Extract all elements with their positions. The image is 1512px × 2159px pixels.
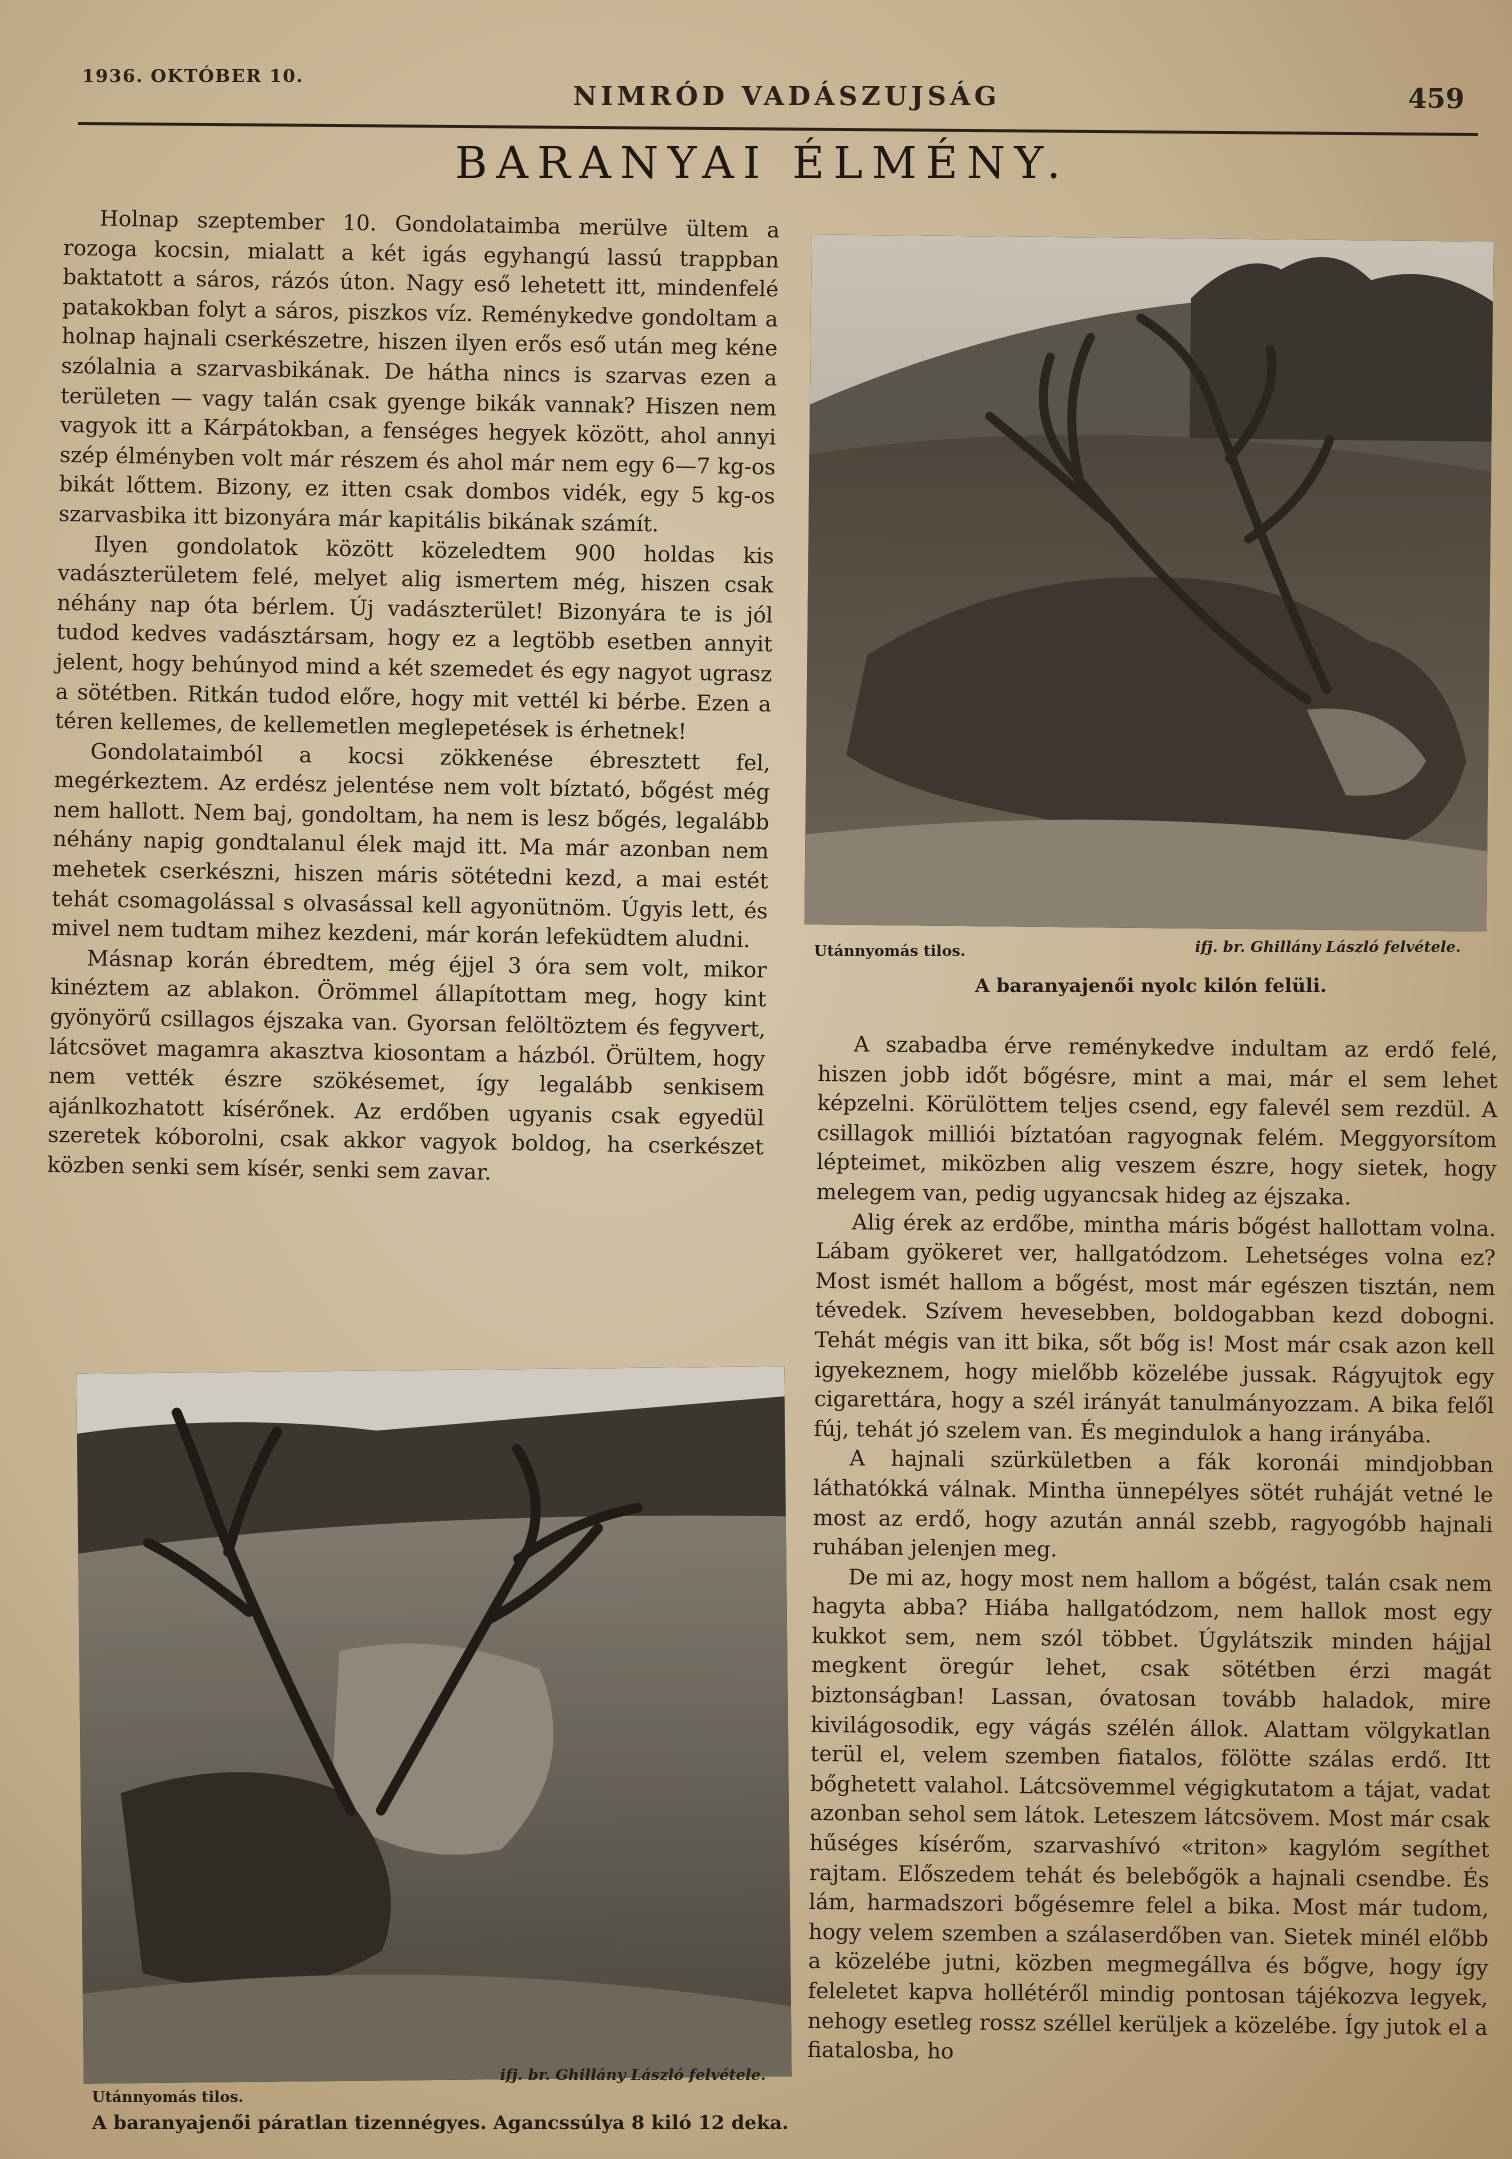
paragraph: A hajnali szürkületben a fák koronái mindjobban láthatókká válnak. Mintha ünnepélyes sötét ruháját vetné le most az erdő, hogy azután annál szebb, ragyogóbb hajnali ruhában jelenjen meg. bbox=[812, 1446, 1494, 1563]
magazine-title: NIMRÓD VADÁSZUJSÁG bbox=[573, 82, 1001, 112]
page-header bbox=[78, 62, 1478, 132]
photo-caption: A baranyajenői nyolc kilón felüli. bbox=[975, 975, 1327, 997]
paragraph: De mi az, hogy most nem hallom a bőgést, talán csak nem hagyta abba? Hiába hallgatódzom, nem hallok most egy kukkot sem, nem szól többet. Úgylátszik minden hájjal megkent öregúr lehet, csak sötétben érzi magát biztonságban! Lassan, óvatosan tovább haladok, mire kivilágosodik, egy vágás szélén állok. Alattam völgykatlan terül el, velem szemben fiatalos, fölötte szálas erdő. Itt bőghetett valahol. Látcsövemmel végigkutatom a tájat, vadat azonban sehol sem látok. Leteszem látcsövem. Most már csak hűséges kísérőm, szarvashívó «triton» kagylóm segíthet rajtam. Előszedem tehát és belebőgök a hajnali csendbe. És lám, harmadszori bőgésemre felel a bika. Most már tudom, hogy velem szemben a szálaserdőben van. Sietek minél előbb a közelébe jutni, közben megmegállva és bőgve, hogy így feleletet kapva hollétéről mindig pontosan tájékozva legyek, nehogy esetleg rossz széllel kerüljek a közelébe. Így jutok el a fiatalosba, ho bbox=[807, 1565, 1493, 2065]
paragraph: Alig érek az erdőbe, mintha máris bőgést hallottam volna. Lábam gyökeret ver, hallgatódzom. Lehetséges volna ez? Most ismét hallom a bőgést, most már egészen tisztán, nem tévedek. Szívem hevesebben, boldogabban kezd dobogni. Tehát mégis van itt bika, sőt bőg is! Most már csak azon kell igyekeznem, hogy mielőbb közelébe jussak. Rágyujtok egy cigarettára, hogy a szél irányát tanulmányozzam. A bika felől fúj, tehát jó szelem van. És megindulok a hang irányába. bbox=[813, 1209, 1497, 1449]
right-column bbox=[807, 1030, 1498, 2073]
photo-credit-author: ifj. br. Ghillány László felvétele. bbox=[1195, 938, 1461, 956]
photo-credit-author: ifj. br. Ghillány László felvétele. bbox=[500, 2066, 766, 2084]
paragraph: Holnap szeptember 10. Gondolataimba merülve ültem a rozoga kocsin, mialatt a két igás egyhangú lassú trappban baktatott a sáros, rázós úton. Nagy eső lehetett itt, mindenfelé patakokban folyt a sáros, piszkos víz. Reménykedve gondoltam a holnap hajnali cserkészetre, hiszen ilyen erős eső után meg kéne szólalnia a szarvasbikának. De hátha nincs is szarvas ezen a területen — vagy talán csak gyenge bikák vannak? Hiszen nem vagyok itt a Kárpátokban, a fenséges hegyek között, ahol annyi szép élményben volt már részem és ahol már nem egy 6—7 kg-os bikát lőttem. Bizony, ez itten csak dombos vidék, egy 5 kg-os szarvasbika itt bizonyára már kapitális bikának számít. bbox=[58, 206, 780, 538]
paragraph: Ilyen gondolatok között közeledtem 900 holdas kis vadászterületem felé, melyet alig ismertem még, hiszen csak néhány nap óta bérlem. Új vadászterület! Bizonyára te is jól tudod kedves vadásztársam, hogy ez a legtöbb esetben annyit jelent, hogy behúnyod mind a két szemedet és egy nagyot ugrasz a sötétben. Ritkán tudod előre, hogy mit vettél ki bérbe. Ezen a téren kellemes, de kellemetlen meglepetések is érhetnek! bbox=[54, 532, 775, 746]
page-number: 459 bbox=[1408, 84, 1465, 115]
stag-photo-left bbox=[76, 1366, 791, 2083]
paragraph: Másnap korán ébredtem, még éjjel 3 óra sem volt, mikor kinéztem az ablakon. Örömmel állapítottam meg, hogy kint gyönyörű csillagos éjszaka van. Gyorsan felöltöztem és fegyvert, látcsövet magamra akasztva kiosontam a házból. Örültem, hogy nem vették észre szökésemet, így legalább senkisem ajánlkozhatott kísérőnek. Az erdőben ugyanis csak egyedül szeretek kóborolni, csak akkor vagyok boldog, ha cserkészet közben senki sem kísér, senki sem zavar. bbox=[47, 946, 767, 1186]
photo-caption: A baranyajenői páratlan tizennégyes. Agancssúlya 8 kiló 12 deka. bbox=[92, 2112, 789, 2134]
photo-credit-notice: Utánnyomás tilos. bbox=[814, 942, 966, 960]
paragraph: Gondolataimból a kocsi zökkenése ébresztett fel, megérkeztem. Az erdész jelentése nem volt bíztató, bőgést még nem hallott. Nem baj, gondoltam, ha nem is lesz bőgés, legalább néhány napig gondtalanul élek majd itt. Ma már azonban nem mehetek cserkészni, hiszen máris sötétedni kezd, a mai estét tehát csomagolással s olvasással kell agyonütnöm. Úgyis lett, és mivel nem tudtam mihez kezdeni, már korán lefeküdtem aludni. bbox=[51, 739, 771, 954]
issue-date: 1936. OKTÓBER 10. bbox=[82, 66, 304, 87]
header-rule bbox=[78, 122, 1478, 136]
stag-photo-image bbox=[76, 1366, 791, 2083]
photo-credit-notice: Utánnyomás tilos. bbox=[92, 2088, 244, 2106]
paragraph: A szabadba érve reménykedve indultam az erdő felé, hiszen jobb időt bőgésre, mint a mai, már el sem lehet képzelni. Körülöttem teljes csend, egy falevél sem rezdül. A csillagok milliói bíztatóan ragyognak felém. Meggyorsítom lépteimet, miközben alig veszem észre, hogy sietek, hogy melegem van, pedig ugyancsak hideg az éjszaka. bbox=[816, 1032, 1498, 1211]
article-title: BARANYAI ÉLMÉNY. bbox=[455, 138, 1070, 189]
stag-photo-right bbox=[804, 234, 1493, 931]
stag-photo-image bbox=[804, 234, 1493, 931]
left-column bbox=[47, 204, 780, 1193]
